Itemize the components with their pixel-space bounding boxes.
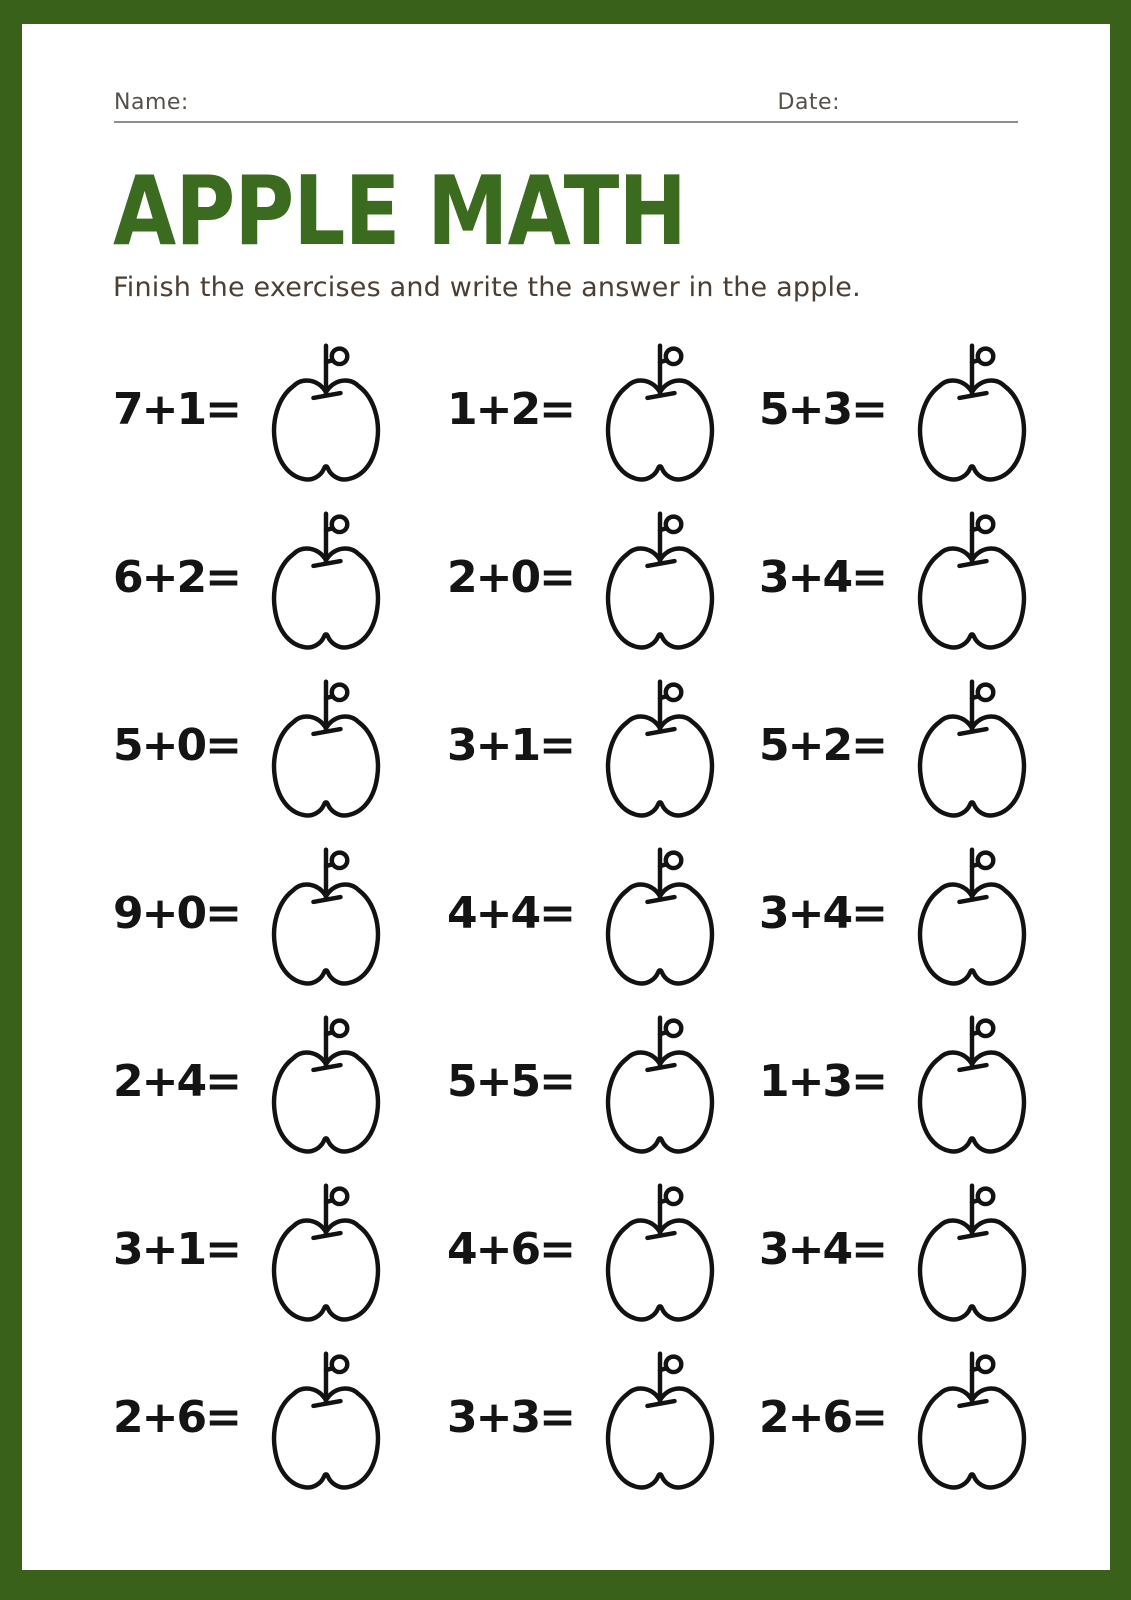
apple-outline-icon — [914, 672, 1030, 819]
apple-leaf-curl — [666, 852, 681, 867]
apple-outline-icon — [914, 840, 1030, 987]
apple-outline-icon — [914, 1176, 1030, 1323]
problem-label: 5+3= — [759, 383, 886, 435]
problem-cell — [113, 1344, 447, 1491]
problem-cell — [113, 504, 447, 651]
problem-label: 2+0= — [447, 551, 574, 603]
problem-cell — [447, 1344, 759, 1491]
problem-cell — [447, 1008, 759, 1155]
apple-leaf-curl — [666, 1020, 681, 1035]
name-date-row — [114, 24, 1018, 123]
apple-outline-icon — [914, 1008, 1030, 1155]
apple-outline-icon — [268, 840, 384, 987]
problem-label: 3+1= — [113, 1223, 240, 1275]
apple-leaf-curl — [332, 1356, 347, 1371]
apple-outline-icon — [602, 840, 718, 987]
apple-outline-icon — [268, 504, 384, 651]
problem-label: 7+1= — [113, 383, 240, 435]
problem-label: 1+3= — [759, 1055, 886, 1107]
problem-label: 3+4= — [759, 1223, 886, 1275]
apple-outline-icon — [268, 336, 384, 483]
problem-cell — [759, 1344, 1071, 1491]
worksheet-subtitle: Finish the exercises and write the answer in the apple. — [113, 272, 861, 304]
apple-leaf-curl — [332, 1188, 347, 1203]
problem-cell — [113, 1008, 447, 1155]
apple-leaf-curl — [332, 852, 347, 867]
problem-label: 3+1= — [447, 719, 574, 771]
problem-label: 6+2= — [113, 551, 240, 603]
apple-leaf-curl — [332, 348, 347, 363]
problem-cell — [447, 504, 759, 651]
problem-label: 3+4= — [759, 551, 886, 603]
apple-leaf-curl — [978, 516, 993, 531]
worksheet-title: APPLE MATH — [113, 157, 687, 267]
apple-leaf-curl — [332, 684, 347, 699]
problem-label: 5+5= — [447, 1055, 574, 1107]
problem-cell — [759, 840, 1071, 987]
apple-outline-icon — [602, 504, 718, 651]
apple-leaf-curl — [978, 1356, 993, 1371]
worksheet-page — [22, 24, 1110, 1570]
problem-label: 9+0= — [113, 887, 240, 939]
apple-leaf-curl — [978, 852, 993, 867]
problems-grid — [113, 325, 1110, 1501]
apple-outline-icon — [602, 1176, 718, 1323]
apple-leaf-curl — [666, 516, 681, 531]
apple-leaf-curl — [978, 1020, 993, 1035]
problem-cell — [759, 1008, 1071, 1155]
problem-cell — [113, 336, 447, 483]
problem-label: 2+6= — [113, 1391, 240, 1443]
problem-cell — [113, 840, 447, 987]
problem-label: 5+0= — [113, 719, 240, 771]
problem-cell — [113, 1176, 447, 1323]
apple-outline-icon — [914, 504, 1030, 651]
problem-cell — [447, 1176, 759, 1323]
problem-cell — [759, 336, 1071, 483]
apple-outline-icon — [268, 1344, 384, 1491]
problem-cell — [113, 672, 447, 819]
problem-label: 2+4= — [113, 1055, 240, 1107]
problem-cell — [447, 672, 759, 819]
apple-outline-icon — [914, 1344, 1030, 1491]
apple-outline-icon — [268, 1176, 384, 1323]
apple-outline-icon — [602, 336, 718, 483]
apple-outline-icon — [602, 1344, 718, 1491]
problem-cell — [447, 336, 759, 483]
problem-label: 2+6= — [759, 1391, 886, 1443]
problem-label: 3+3= — [447, 1391, 574, 1443]
problem-cell — [447, 840, 759, 987]
apple-leaf-curl — [978, 1188, 993, 1203]
apple-leaf-curl — [666, 684, 681, 699]
apple-leaf-curl — [332, 1020, 347, 1035]
name-label: Name: — [114, 90, 189, 115]
apple-outline-icon — [602, 1008, 718, 1155]
problem-cell — [759, 1176, 1071, 1323]
apple-outline-icon — [268, 672, 384, 819]
apple-leaf-curl — [666, 348, 681, 363]
apple-outline-icon — [602, 672, 718, 819]
apple-leaf-curl — [978, 684, 993, 699]
apple-leaf-curl — [666, 1188, 681, 1203]
problem-cell — [759, 504, 1071, 651]
apple-outline-icon — [268, 1008, 384, 1155]
problem-label: 4+6= — [447, 1223, 574, 1275]
problem-label: 1+2= — [447, 383, 574, 435]
apple-leaf-curl — [978, 348, 993, 363]
problem-cell — [759, 672, 1071, 819]
apple-outline-icon — [914, 336, 1030, 483]
problem-label: 4+4= — [447, 887, 574, 939]
apple-leaf-curl — [666, 1356, 681, 1371]
problem-label: 3+4= — [759, 887, 886, 939]
date-label: Date: — [777, 90, 840, 115]
problem-label: 5+2= — [759, 719, 886, 771]
apple-leaf-curl — [332, 516, 347, 531]
